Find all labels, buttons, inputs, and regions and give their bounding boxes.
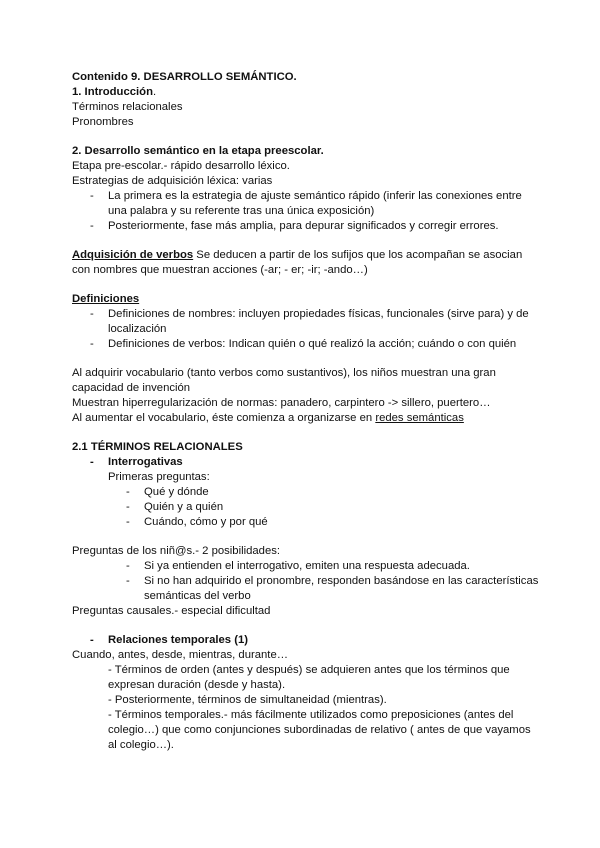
list-item-text: La primera es la estrategia de ajuste semántico rápido (inferir las conexiones entre una palabra y su referente tras una única exposición): [108, 190, 522, 217]
list-item: [72, 559, 542, 574]
list-item-text: Si no han adquirido el pronombre, responden basándose en las características semánticas del verbo: [144, 575, 539, 602]
redes-semanticas-text: redes semánticas: [375, 412, 464, 424]
preguntas-causales: Preguntas causales.- especial dificultad: [72, 605, 271, 617]
list-item-text: Qué y dónde: [144, 486, 209, 498]
document-title: Contenido 9. DESARROLLO SEMÁNTICO.: [72, 71, 297, 83]
interrogativas-intro: Primeras preguntas:: [108, 471, 210, 483]
temporales-item: - Términos temporales.- más fácilmente utilizados como preposiciones (antes del colegio…) que como conjunciones subordinadas de relativo ( antes de que vayamos al colegio…).: [108, 709, 531, 751]
list-item-text: Posteriormente, fase más amplia, para depurar significados y corregir errores.: [108, 220, 499, 232]
section-1-heading-tail: .: [152, 86, 157, 98]
section-2-line: Estrategias de adquisición léxica: varias: [72, 175, 273, 187]
vocab-paragraph-3: [72, 411, 542, 426]
dash-bullet: -: [126, 501, 130, 513]
interrogativas-heading: [72, 455, 542, 470]
vocab-paragraph-2: Muestran hiperregularización de normas: panadero, carpintero -> sillero, puertero…: [72, 397, 491, 409]
dash-bullet: -: [90, 338, 94, 350]
list-item-text: Cuándo, cómo y por qué: [144, 516, 268, 528]
dash-bullet: -: [90, 220, 94, 232]
list-item-text: Si ya entienden el interrogativo, emiten una respuesta adecuada.: [144, 560, 470, 572]
document-page: [72, 70, 542, 753]
list-item: [72, 485, 542, 500]
dash-bullet: -: [126, 575, 130, 587]
bullet: -: [90, 456, 94, 468]
section-1-line: Pronombres: [72, 116, 134, 128]
section-1-heading-text: 1. Introducción: [72, 86, 153, 98]
temporales-heading: [72, 633, 542, 648]
section-2-1-heading: 2.1 TÉRMINOS RELACIONALES: [72, 441, 243, 453]
list-item: [72, 307, 542, 337]
verbos-text: Se deducen a partir de los sufijos que los acompañan se asocian con nombres que muestran acciones (-ar; - er; -ir; -ando…): [72, 249, 523, 276]
temporales-item: - Términos de orden (antes y después) se adquieren antes que los términos que expresan duración (desde y hasta).: [108, 664, 510, 691]
dash-bullet: -: [90, 308, 94, 320]
list-item: [72, 574, 542, 604]
list-item-text: Definiciones de verbos: Indican quién o qué realizó la acción; cuándo o con quién: [108, 338, 517, 350]
list-item: [72, 189, 542, 219]
list-item: [72, 500, 542, 515]
dash-bullet: -: [126, 486, 130, 498]
section-1-line: Términos relacionales: [72, 101, 183, 113]
temporales-label: Relaciones temporales (1): [108, 634, 249, 646]
section-2-line: Etapa pre-escolar.- rápido desarrollo léxico.: [72, 160, 290, 172]
list-item: [72, 219, 542, 234]
list-item: [72, 337, 542, 352]
dash-bullet: -: [126, 560, 130, 572]
section-2-heading: 2. Desarrollo semántico en la etapa preescolar.: [72, 145, 324, 157]
temporales-item: - Posteriormente, términos de simultaneidad (mientras).: [108, 694, 387, 706]
dash-bullet: -: [90, 190, 94, 202]
verbos-label: Adquisición de verbos: [72, 249, 194, 261]
vocab-paragraph-3-text: Al aumentar el vocabulario, éste comienza a organizarse en: [72, 412, 376, 424]
list-item-text: Definiciones de nombres: incluyen propiedades físicas, funcionales (sirve para) y de localización: [108, 308, 529, 335]
list-item-text: Quién y a quién: [144, 501, 224, 513]
list-item: [72, 515, 542, 530]
definiciones-heading: Definiciones: [72, 293, 140, 305]
verbos-paragraph: [72, 248, 542, 278]
bullet: -: [90, 634, 94, 646]
dash-bullet: -: [126, 516, 130, 528]
section-1-heading: [72, 85, 542, 100]
preguntas-intro: Preguntas de los niñ@s.- 2 posibilidades:: [72, 545, 281, 557]
temporales-intro: Cuando, antes, desde, mientras, durante…: [72, 649, 289, 661]
vocab-paragraph-1: Al adquirir vocabulario (tanto verbos como sustantivos), los niños muestran una gran capacidad de invención: [72, 367, 496, 394]
interrogativas-label: Interrogativas: [108, 456, 183, 468]
